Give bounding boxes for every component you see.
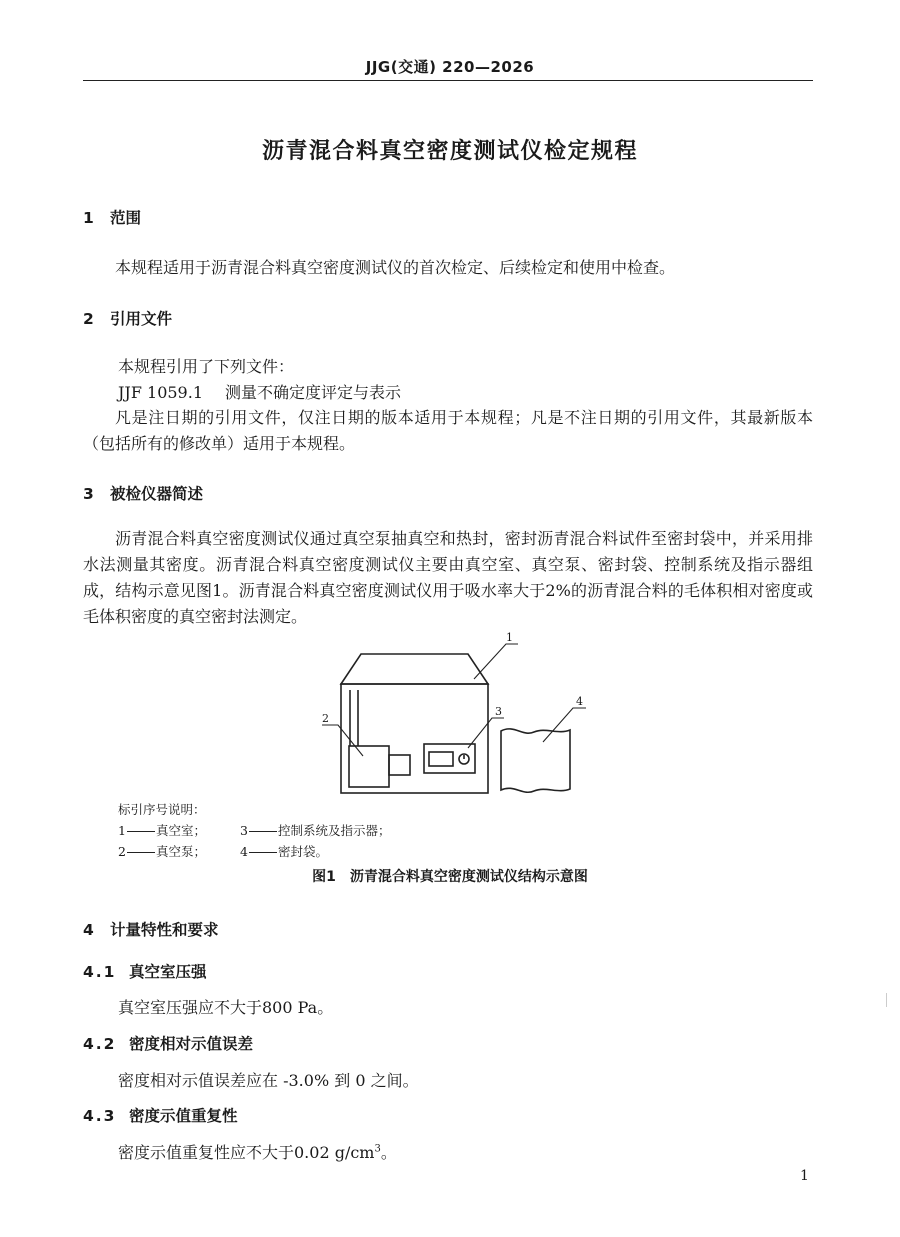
section-number: 3 <box>83 485 94 503</box>
section-4-heading <box>83 918 219 940</box>
instrument-body <box>341 684 488 793</box>
callout-leader-4 <box>543 708 586 742</box>
section-1-heading <box>83 206 141 228</box>
section-3-heading <box>83 482 203 504</box>
section-number: 4 <box>83 921 94 939</box>
section-title: 被检仪器简述 <box>110 485 204 503</box>
legend-number: 1 <box>118 823 126 838</box>
vacuum-pump <box>349 746 389 787</box>
callout-label-3: 3 <box>495 705 502 718</box>
superscript: 3 <box>374 1143 381 1155</box>
legend-text: 控制系统及指示器； <box>277 823 391 838</box>
vacuum-chamber-lid <box>341 654 488 684</box>
section-2-heading <box>83 307 172 329</box>
callout-label-4: 4 <box>576 695 583 708</box>
legend-text: 密封袋。 <box>277 844 328 859</box>
section-4-3-heading <box>83 1104 238 1126</box>
section-4-3-paragraph <box>118 1140 397 1163</box>
figure-legend-title: 标引序号说明： <box>118 802 206 817</box>
section-3-paragraph: 沥青混合料真空密度测试仪通过真空泵抽真空和热封，密封沥青混合料试件至密封袋中，并采用排水法测量其密度。沥青混合料真空密度测试仪主要由真空室、真空泵、密封袋、控制系统及指示器组成，结构示意见图1。沥青混合料真空密度测试仪用于吸水率大于2%的沥青混合料的毛体积相对密度或毛体积密度的真空密封法测定。 <box>83 529 813 626</box>
legend-number: 4 <box>240 844 248 859</box>
references-intro: 本规程引用了下列文件： <box>118 357 295 376</box>
legend-dash <box>249 852 277 853</box>
legend-item <box>118 842 206 860</box>
callout-leader-2 <box>322 725 363 756</box>
section-number: 2 <box>83 310 94 328</box>
figure-caption: 图1 沥青混合料真空密度测试仪结构示意图 <box>312 869 588 885</box>
legend-item <box>240 842 328 860</box>
reference-title: 测量不确定度评定与表示 <box>225 383 402 402</box>
scan-edge-mark <box>886 993 887 1007</box>
figure-1-diagram <box>318 631 590 804</box>
paragraph-text: 密度示值重复性应不大于0.02 g/cm <box>118 1143 375 1162</box>
legend-number: 3 <box>240 823 248 838</box>
section-number: 4.3 <box>83 1107 117 1125</box>
section-4-2-heading <box>83 1032 253 1054</box>
running-header: JJG(交通) 220—2026 <box>365 58 535 76</box>
legend-text: 真空泵； <box>155 844 206 859</box>
section-title: 计量特性和要求 <box>110 921 219 939</box>
callout-label-2: 2 <box>322 712 329 725</box>
section-number: 4.2 <box>83 1035 117 1053</box>
section-number: 1 <box>83 209 94 227</box>
legend-item <box>240 821 390 839</box>
instrument-schematic <box>318 631 590 804</box>
paragraph-end: 。 <box>380 1143 397 1162</box>
legend-dash <box>127 852 155 853</box>
section-4-1-heading <box>83 960 207 982</box>
reference-code: JJF 1059.1 <box>118 383 203 402</box>
control-panel <box>424 744 475 773</box>
section-1-paragraph: 本规程适用于沥青混合料真空密度测试仪的首次检定、后续检定和使用中检查。 <box>115 258 676 277</box>
reference-item <box>118 380 401 403</box>
section-number: 4.1 <box>83 963 117 981</box>
document-title: 沥青混合料真空密度测试仪检定规程 <box>261 139 638 164</box>
display-window <box>429 752 453 766</box>
legend-number: 2 <box>118 844 126 859</box>
sealing-bag <box>501 729 570 792</box>
references-note: 凡是注日期的引用文件，仅注日期的版本适用于本规程；凡是不注日期的引用文件，其最新版本（包括所有的修改单）适用于本规程。 <box>83 408 813 453</box>
section-4-2-paragraph: 密度相对示值误差应在 -3.0% 到 0 之间。 <box>118 1071 419 1090</box>
vacuum-pump-motor <box>389 755 410 775</box>
section-title: 引用文件 <box>110 310 173 328</box>
legend-item <box>118 821 206 839</box>
section-4-1-paragraph: 真空室压强应不大于800 Pa。 <box>118 998 334 1017</box>
legend-dash <box>127 831 155 832</box>
callout-label-1: 1 <box>506 631 513 644</box>
section-title: 密度相对示值误差 <box>129 1035 254 1053</box>
legend-text: 真空室； <box>155 823 206 838</box>
section-title: 密度示值重复性 <box>129 1107 238 1125</box>
section-title: 真空室压强 <box>129 963 207 981</box>
section-title: 范围 <box>110 209 142 227</box>
legend-dash <box>249 831 277 832</box>
header-rule <box>83 80 813 81</box>
page-number: 1 <box>800 1168 809 1184</box>
